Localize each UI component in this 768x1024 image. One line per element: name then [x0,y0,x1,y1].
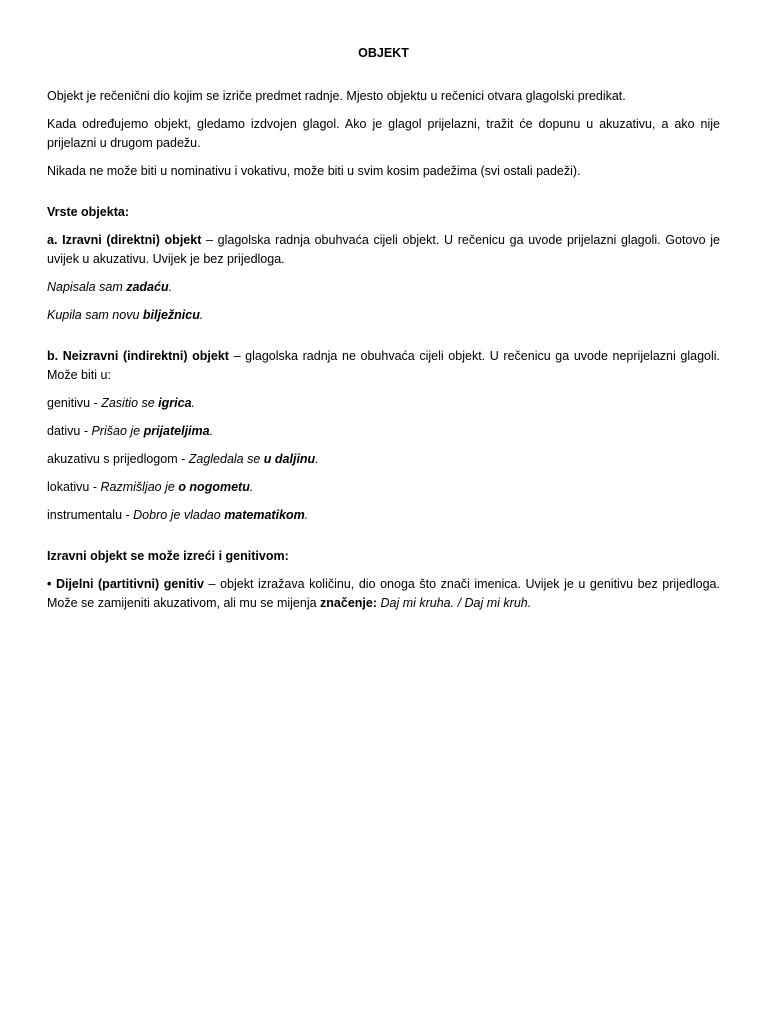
example-punct: . [315,452,319,466]
case-instrumental [47,506,720,525]
example-text: Prišao je [91,424,144,438]
case-separator: - [90,396,102,410]
intro-paragraph-3: Nikada ne može biti u nominativu i vokativu, može biti u svim kosim padežima (svi ostali padeži). [47,164,581,178]
example-text: Razmišljao je [100,480,179,494]
example-object: prijateljima [143,424,210,438]
example-text: Napisala sam [47,280,127,294]
types-heading: Vrste objekta: [47,205,129,219]
example-object: zadaću [126,280,169,294]
example-punct: . [191,396,196,410]
direct-object-text: – glagolska radnja obuhvaća cijeli objekt. U rečenicu ga uvode prijelazni glagoli. Gotovo je uvijek u akuzativu. Uvijek je bez prijedloga. [47,233,720,266]
case-separator: - [177,452,189,466]
intro-paragraph-1: Objekt je rečenični dio kojim se izriče predmet radnje. Mjesto objektu u rečenici otvara glagolski predikat. [47,89,626,103]
case-locative [47,478,720,497]
case-accusative [47,450,720,469]
genitive-heading: Izravni objekt se može izreći i genitivom: [47,549,289,563]
case-name: genitivu [47,396,91,410]
example-object: igrica [158,396,192,410]
document-body [47,44,720,622]
example-punct: . [199,308,204,322]
example-punct: . [249,480,254,494]
case-genitive [47,394,720,413]
partitive-paragraph [47,575,720,613]
case-name: lokativu [47,480,90,494]
intro-paragraph-2: Kada određujemo objekt, gledamo izdvojen glagol. Ako je glagol prijelazni, tražit će dopunu u akuzativu, a ako nije prijelazni u drugom padežu. [47,117,720,150]
direct-object-paragraph [47,231,720,269]
case-name: dativu [47,424,81,438]
example-text: Kupila sam novu [47,308,143,322]
example-punct: . [304,508,309,522]
example-punct: . [209,424,214,438]
example-punct: . [168,280,173,294]
example-text: Zagledala se [188,452,264,466]
indirect-object-label: b. Neizravni (indirektni) objekt [47,349,229,363]
partitive-text: – objekt izražava količinu, dio onoga što znači imenica. Uvijek je u genitivu bez prijedloga. Može se zamijeniti akuzativom, ali mu se mijenja [47,577,720,610]
example-object: matematikom [224,508,305,522]
example-object: bilježnicu [142,308,200,322]
example-object: o nogometu [178,480,250,494]
direct-object-label: a. Izravni (direktni) objekt [47,233,202,247]
case-separator: - [89,480,101,494]
case-dative [47,422,720,441]
indirect-object-text: – glagolska radnja ne obuhvaća cijeli objekt. U rečenicu ga uvode neprijelazni glagoli. Može biti u: [47,349,720,382]
page-title: OBJEKT [358,46,409,60]
direct-example-1 [47,278,720,297]
case-name: akuzativu s prijedlogom [47,452,178,466]
partitive-bold-word: značenje: [320,596,377,610]
partitive-label: • Dijelni (partitivni) genitiv [47,577,204,591]
partitive-example: Daj mi kruha. / Daj mi kruh. [377,596,532,610]
example-object: u daljinu [263,452,316,466]
case-separator: - [122,508,134,522]
example-text: Zasitio se [101,396,159,410]
direct-example-2 [47,306,720,325]
case-separator: - [80,424,92,438]
indirect-object-paragraph [47,347,720,385]
example-text: Dobro je vladao [133,508,225,522]
case-name: instrumentalu [47,508,123,522]
